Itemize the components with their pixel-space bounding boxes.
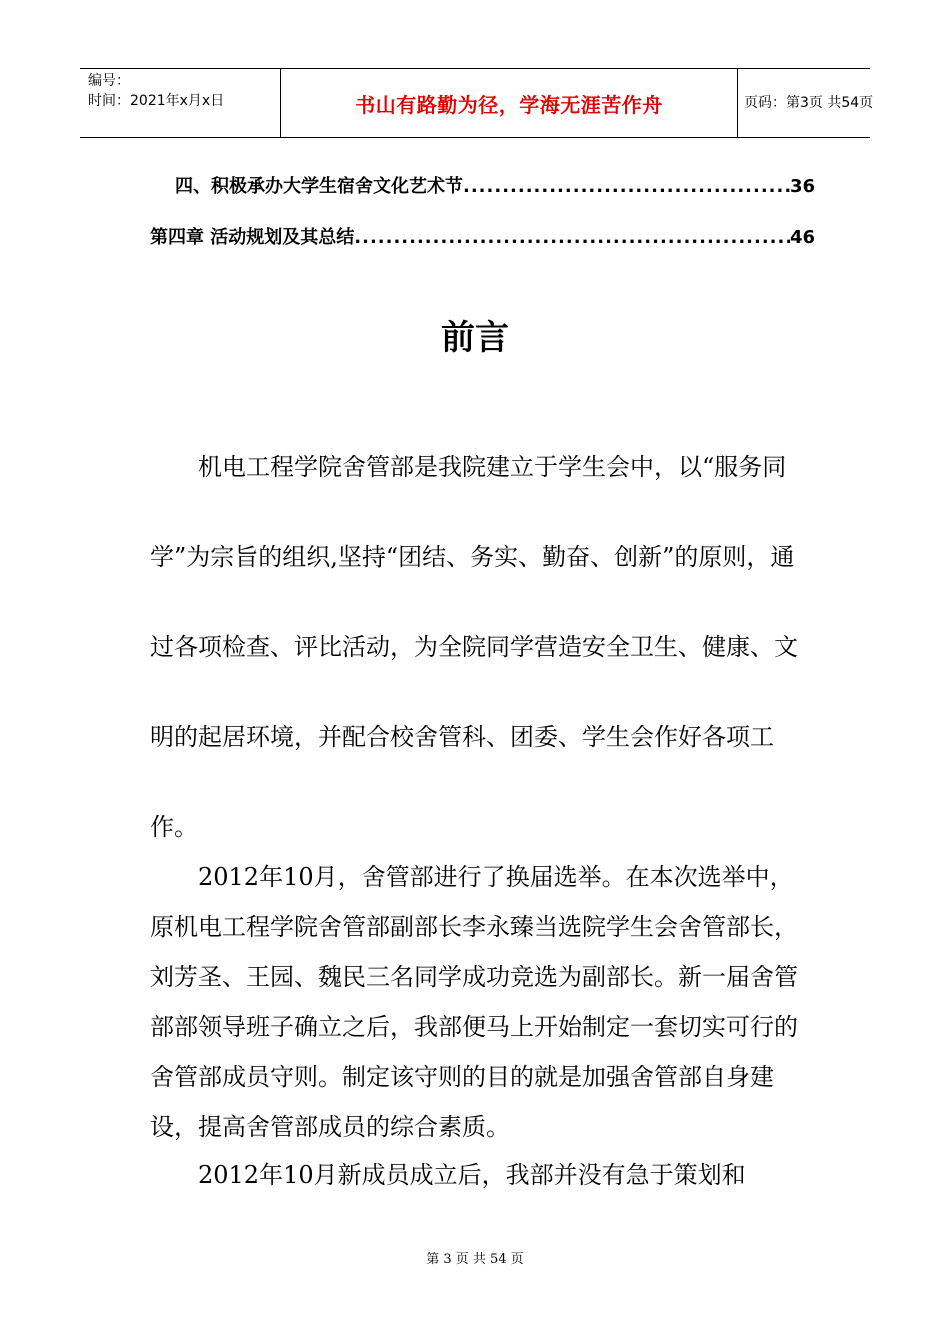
header-right-cell [736,69,878,137]
toc-entry-text: 第四章 活动规划及其总结 [150,227,355,248]
page-footer: 第 3 页 共 54 页 [426,1252,524,1267]
motto-text: 书山有路勤为径，学海无涯苦作舟 [355,92,663,117]
code-label: 编号： [88,73,130,89]
section-title: 前言 [441,318,509,358]
toc-entry[interactable] [175,172,815,198]
page-info: 页码：第3页 共54页 [744,95,874,111]
body-paragraph: 机电工程学院舍管部是我院建立于学生会中，以“服务同学”为宗旨的组织,坚持“团结、务实、勤奋、创新”的原则，通过各项检查、评比活动，为全院同学营造安全卫生、健康、文明的起居环境，并配合校舍管科、团委、学生会作好各项工作。 [150,453,798,841]
toc-entry[interactable] [150,223,815,249]
toc-leader-dots [463,176,790,197]
toc-entry-page: 36 [789,176,815,197]
body-paragraph: 2012年10月，舍管部进行了换届选举。在本次选举中，原机电工程学院舍管部副部长李永臻当选院学生会舍管部长，刘芳圣、王园、魏民三名同学成功竞选为副部长。新一届舍管部部领导班子确立之后，我部便马上开始制定一套切实可行的舍管部成员守则。制定该守则的目的就是加强舍管部自身建设，提高舍管部成员的综合素质。 [150,863,798,1141]
header-table [80,68,874,138]
body-paragraph: 2012年10月新成员成立后，我部并没有急于策划和 [198,1161,746,1189]
toc-entry-page: 46 [789,227,815,248]
time-label: 时间：2021年x月x日 [88,93,225,109]
header-left-cell [80,69,280,137]
toc-leader-dots [354,227,790,248]
toc-entry-text: 四、积极承办大学生宿舍文化艺术节 [175,176,463,197]
header-center-cell [280,69,738,137]
